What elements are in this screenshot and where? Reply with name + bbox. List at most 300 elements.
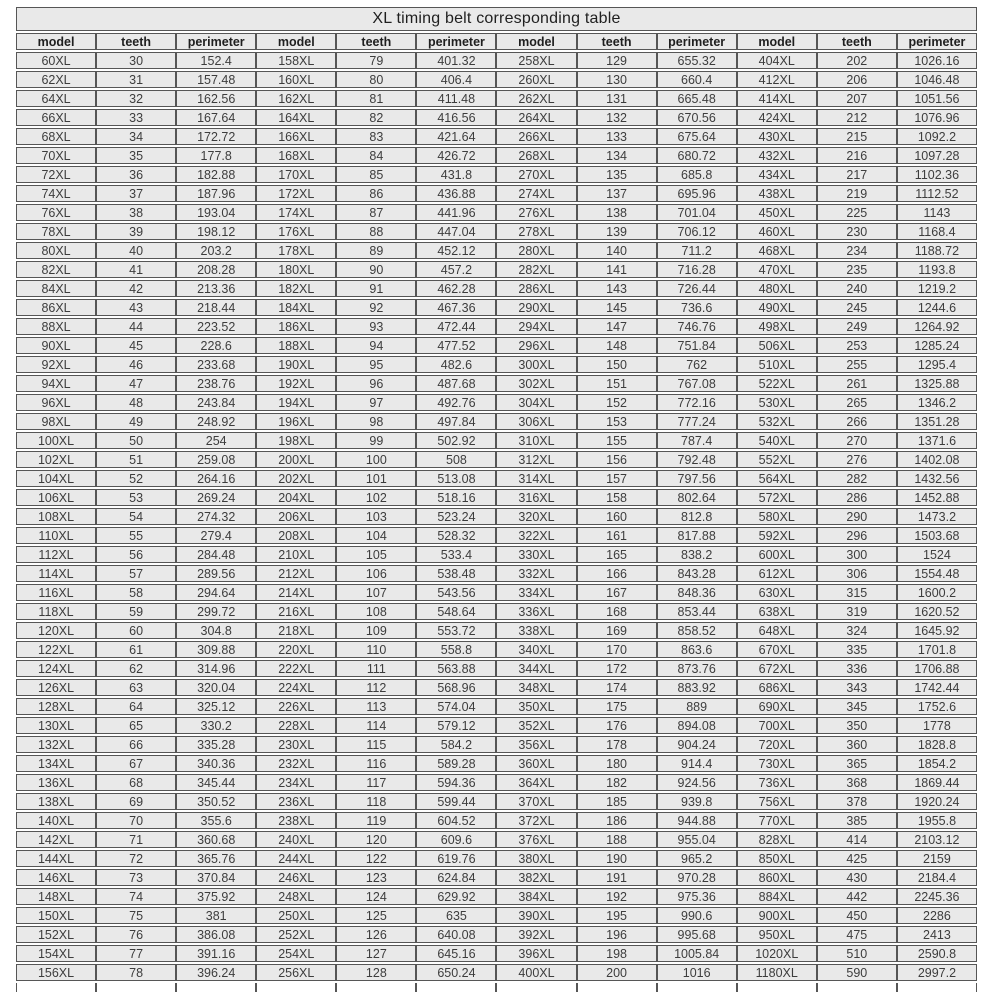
model-cell: 736XL — [737, 774, 817, 791]
teeth-cell: 178 — [577, 736, 657, 753]
column-header-model: model — [16, 33, 96, 50]
perimeter-cell: 543.56 — [416, 584, 496, 601]
perimeter-cell: 254 — [176, 432, 256, 449]
model-cell: 278XL — [496, 223, 576, 240]
perimeter-cell: 2590.8 — [897, 945, 977, 962]
perimeter-cell: 858.52 — [657, 622, 737, 639]
perimeter-cell: 431.8 — [416, 166, 496, 183]
perimeter-cell: 177.8 — [176, 147, 256, 164]
table-row — [16, 774, 977, 791]
teeth-cell: 35 — [96, 147, 176, 164]
model-cell: 322XL — [496, 527, 576, 544]
teeth-cell: 51 — [96, 451, 176, 468]
model-cell: 120XL — [16, 622, 96, 639]
teeth-cell: 306 — [817, 565, 897, 582]
teeth-cell: 151 — [577, 375, 657, 392]
perimeter-cell: 777.24 — [657, 413, 737, 430]
perimeter-cell: 513.08 — [416, 470, 496, 487]
teeth-cell: 30 — [96, 52, 176, 69]
model-cell: 262XL — [496, 90, 576, 107]
empty-cell — [336, 983, 416, 992]
teeth-cell: 161 — [577, 527, 657, 544]
teeth-cell: 143 — [577, 280, 657, 297]
teeth-cell: 126 — [336, 926, 416, 943]
perimeter-cell: 320.04 — [176, 679, 256, 696]
teeth-cell: 57 — [96, 565, 176, 582]
teeth-cell: 191 — [577, 869, 657, 886]
perimeter-cell: 848.36 — [657, 584, 737, 601]
perimeter-cell: 970.28 — [657, 869, 737, 886]
table-row — [16, 432, 977, 449]
teeth-cell: 152 — [577, 394, 657, 411]
perimeter-cell: 812.8 — [657, 508, 737, 525]
teeth-cell: 290 — [817, 508, 897, 525]
perimeter-cell: 558.8 — [416, 641, 496, 658]
perimeter-cell: 1620.52 — [897, 603, 977, 620]
model-cell: 226XL — [256, 698, 336, 715]
table-row — [16, 90, 977, 107]
teeth-cell: 112 — [336, 679, 416, 696]
teeth-cell: 343 — [817, 679, 897, 696]
perimeter-cell: 259.08 — [176, 451, 256, 468]
table-row — [16, 489, 977, 506]
perimeter-cell: 1346.2 — [897, 394, 977, 411]
model-cell: 208XL — [256, 527, 336, 544]
model-cell: 850XL — [737, 850, 817, 867]
model-cell: 286XL — [496, 280, 576, 297]
perimeter-cell: 264.16 — [176, 470, 256, 487]
perimeter-cell: 655.32 — [657, 52, 737, 69]
model-cell: 480XL — [737, 280, 817, 297]
model-cell: 232XL — [256, 755, 336, 772]
teeth-cell: 93 — [336, 318, 416, 335]
model-cell: 352XL — [496, 717, 576, 734]
model-cell: 102XL — [16, 451, 96, 468]
model-cell: 82XL — [16, 261, 96, 278]
model-cell: 224XL — [256, 679, 336, 696]
teeth-cell: 368 — [817, 774, 897, 791]
model-cell: 196XL — [256, 413, 336, 430]
perimeter-cell: 223.52 — [176, 318, 256, 335]
model-cell: 140XL — [16, 812, 96, 829]
teeth-cell: 360 — [817, 736, 897, 753]
model-cell: 460XL — [737, 223, 817, 240]
model-cell: 432XL — [737, 147, 817, 164]
model-cell: 334XL — [496, 584, 576, 601]
model-cell: 424XL — [737, 109, 817, 126]
perimeter-cell: 1076.96 — [897, 109, 977, 126]
teeth-cell: 100 — [336, 451, 416, 468]
teeth-cell: 180 — [577, 755, 657, 772]
perimeter-cell: 162.56 — [176, 90, 256, 107]
model-cell: 274XL — [496, 185, 576, 202]
model-cell: 66XL — [16, 109, 96, 126]
perimeter-cell: 187.96 — [176, 185, 256, 202]
teeth-cell: 315 — [817, 584, 897, 601]
model-cell: 112XL — [16, 546, 96, 563]
perimeter-cell: 1244.6 — [897, 299, 977, 316]
teeth-cell: 56 — [96, 546, 176, 563]
teeth-cell: 160 — [577, 508, 657, 525]
teeth-cell: 324 — [817, 622, 897, 639]
perimeter-cell: 330.2 — [176, 717, 256, 734]
model-cell: 356XL — [496, 736, 576, 753]
model-cell: 828XL — [737, 831, 817, 848]
model-cell: 276XL — [496, 204, 576, 221]
model-cell: 672XL — [737, 660, 817, 677]
teeth-cell: 186 — [577, 812, 657, 829]
teeth-cell: 120 — [336, 831, 416, 848]
perimeter-cell: 1285.24 — [897, 337, 977, 354]
model-cell: 300XL — [496, 356, 576, 373]
teeth-cell: 55 — [96, 527, 176, 544]
perimeter-cell: 1600.2 — [897, 584, 977, 601]
model-cell: 78XL — [16, 223, 96, 240]
model-cell: 204XL — [256, 489, 336, 506]
teeth-cell: 40 — [96, 242, 176, 259]
model-cell: 384XL — [496, 888, 576, 905]
model-cell: 438XL — [737, 185, 817, 202]
teeth-cell: 167 — [577, 584, 657, 601]
model-cell: 128XL — [16, 698, 96, 715]
teeth-cell: 442 — [817, 888, 897, 905]
teeth-cell: 114 — [336, 717, 416, 734]
model-cell: 236XL — [256, 793, 336, 810]
teeth-cell: 140 — [577, 242, 657, 259]
teeth-cell: 70 — [96, 812, 176, 829]
perimeter-cell: 645.16 — [416, 945, 496, 962]
teeth-cell: 85 — [336, 166, 416, 183]
model-cell: 304XL — [496, 394, 576, 411]
teeth-cell: 52 — [96, 470, 176, 487]
model-cell: 450XL — [737, 204, 817, 221]
model-cell: 194XL — [256, 394, 336, 411]
teeth-cell: 135 — [577, 166, 657, 183]
model-cell: 430XL — [737, 128, 817, 145]
model-cell: 90XL — [16, 337, 96, 354]
model-cell: 182XL — [256, 280, 336, 297]
model-cell: 246XL — [256, 869, 336, 886]
table-row — [16, 261, 977, 278]
table-row — [16, 147, 977, 164]
teeth-cell: 73 — [96, 869, 176, 886]
table-row — [16, 964, 977, 981]
teeth-cell: 425 — [817, 850, 897, 867]
teeth-cell: 129 — [577, 52, 657, 69]
model-cell: 230XL — [256, 736, 336, 753]
teeth-cell: 134 — [577, 147, 657, 164]
perimeter-cell: 167.64 — [176, 109, 256, 126]
table-row — [16, 185, 977, 202]
model-cell: 254XL — [256, 945, 336, 962]
teeth-cell: 104 — [336, 527, 416, 544]
model-cell: 164XL — [256, 109, 336, 126]
model-cell: 330XL — [496, 546, 576, 563]
teeth-cell: 158 — [577, 489, 657, 506]
table-row — [16, 717, 977, 734]
perimeter-cell: 436.88 — [416, 185, 496, 202]
perimeter-cell: 955.04 — [657, 831, 737, 848]
teeth-cell: 38 — [96, 204, 176, 221]
teeth-cell: 414 — [817, 831, 897, 848]
teeth-cell: 42 — [96, 280, 176, 297]
model-cell: 60XL — [16, 52, 96, 69]
model-cell: 530XL — [737, 394, 817, 411]
teeth-cell: 97 — [336, 394, 416, 411]
teeth-cell: 47 — [96, 375, 176, 392]
model-cell: 126XL — [16, 679, 96, 696]
teeth-cell: 510 — [817, 945, 897, 962]
perimeter-cell: 746.76 — [657, 318, 737, 335]
model-cell: 144XL — [16, 850, 96, 867]
model-cell: 190XL — [256, 356, 336, 373]
perimeter-cell: 528.32 — [416, 527, 496, 544]
model-cell: 124XL — [16, 660, 96, 677]
teeth-cell: 96 — [336, 375, 416, 392]
perimeter-cell: 1102.36 — [897, 166, 977, 183]
model-cell: 700XL — [737, 717, 817, 734]
model-cell: 332XL — [496, 565, 576, 582]
perimeter-cell: 497.84 — [416, 413, 496, 430]
teeth-cell: 45 — [96, 337, 176, 354]
teeth-cell: 41 — [96, 261, 176, 278]
perimeter-cell: 406.4 — [416, 71, 496, 88]
model-cell: 154XL — [16, 945, 96, 962]
model-cell: 76XL — [16, 204, 96, 221]
perimeter-cell: 1554.48 — [897, 565, 977, 582]
model-cell: 612XL — [737, 565, 817, 582]
perimeter-cell: 218.44 — [176, 299, 256, 316]
perimeter-cell: 2103.12 — [897, 831, 977, 848]
model-cell: 390XL — [496, 907, 576, 924]
perimeter-cell: 767.08 — [657, 375, 737, 392]
teeth-cell: 319 — [817, 603, 897, 620]
teeth-cell: 475 — [817, 926, 897, 943]
teeth-cell: 89 — [336, 242, 416, 259]
model-cell: 186XL — [256, 318, 336, 335]
model-cell: 256XL — [256, 964, 336, 981]
teeth-cell: 34 — [96, 128, 176, 145]
model-cell: 96XL — [16, 394, 96, 411]
teeth-cell: 270 — [817, 432, 897, 449]
model-cell: 506XL — [737, 337, 817, 354]
table-title: XL timing belt corresponding table — [16, 7, 977, 31]
teeth-cell: 245 — [817, 299, 897, 316]
perimeter-cell: 269.24 — [176, 489, 256, 506]
model-cell: 348XL — [496, 679, 576, 696]
perimeter-cell: 563.88 — [416, 660, 496, 677]
teeth-cell: 166 — [577, 565, 657, 582]
perimeter-cell: 1828.8 — [897, 736, 977, 753]
perimeter-cell: 650.24 — [416, 964, 496, 981]
perimeter-cell: 309.88 — [176, 641, 256, 658]
teeth-cell: 174 — [577, 679, 657, 696]
perimeter-cell: 1193.8 — [897, 261, 977, 278]
teeth-cell: 101 — [336, 470, 416, 487]
perimeter-cell: 1046.48 — [897, 71, 977, 88]
perimeter-cell: 873.76 — [657, 660, 737, 677]
perimeter-cell: 381 — [176, 907, 256, 924]
teeth-cell: 54 — [96, 508, 176, 525]
empty-cell — [897, 983, 977, 992]
teeth-cell: 350 — [817, 717, 897, 734]
model-cell: 364XL — [496, 774, 576, 791]
perimeter-cell: 325.12 — [176, 698, 256, 715]
perimeter-cell: 172.72 — [176, 128, 256, 145]
perimeter-cell: 584.2 — [416, 736, 496, 753]
teeth-cell: 345 — [817, 698, 897, 715]
model-cell: 404XL — [737, 52, 817, 69]
perimeter-cell: 1742.44 — [897, 679, 977, 696]
teeth-cell: 450 — [817, 907, 897, 924]
teeth-cell: 65 — [96, 717, 176, 734]
teeth-cell: 64 — [96, 698, 176, 715]
teeth-cell: 123 — [336, 869, 416, 886]
model-cell: 108XL — [16, 508, 96, 525]
perimeter-cell: 1752.6 — [897, 698, 977, 715]
model-cell: 490XL — [737, 299, 817, 316]
table-row — [16, 869, 977, 886]
teeth-cell: 111 — [336, 660, 416, 677]
perimeter-cell: 1402.08 — [897, 451, 977, 468]
perimeter-cell: 360.68 — [176, 831, 256, 848]
teeth-cell: 75 — [96, 907, 176, 924]
model-cell: 470XL — [737, 261, 817, 278]
perimeter-cell: 538.48 — [416, 565, 496, 582]
perimeter-cell: 665.48 — [657, 90, 737, 107]
teeth-cell: 255 — [817, 356, 897, 373]
teeth-cell: 115 — [336, 736, 416, 753]
model-cell: 212XL — [256, 565, 336, 582]
model-cell: 580XL — [737, 508, 817, 525]
teeth-cell: 217 — [817, 166, 897, 183]
model-cell: 94XL — [16, 375, 96, 392]
perimeter-cell: 518.16 — [416, 489, 496, 506]
model-cell: 396XL — [496, 945, 576, 962]
teeth-cell: 63 — [96, 679, 176, 696]
perimeter-cell: 487.68 — [416, 375, 496, 392]
model-cell: 118XL — [16, 603, 96, 620]
model-cell: 160XL — [256, 71, 336, 88]
perimeter-cell: 894.08 — [657, 717, 737, 734]
teeth-cell: 235 — [817, 261, 897, 278]
perimeter-cell: 670.56 — [657, 109, 737, 126]
teeth-cell: 66 — [96, 736, 176, 753]
perimeter-cell: 1264.92 — [897, 318, 977, 335]
perimeter-cell: 411.48 — [416, 90, 496, 107]
perimeter-cell: 2413 — [897, 926, 977, 943]
empty-cell — [416, 983, 496, 992]
perimeter-cell: 995.68 — [657, 926, 737, 943]
table-row — [16, 831, 977, 848]
perimeter-cell: 502.92 — [416, 432, 496, 449]
teeth-cell: 110 — [336, 641, 416, 658]
perimeter-cell: 629.92 — [416, 888, 496, 905]
model-cell: 392XL — [496, 926, 576, 943]
perimeter-cell: 1473.2 — [897, 508, 977, 525]
teeth-cell: 91 — [336, 280, 416, 297]
teeth-cell: 53 — [96, 489, 176, 506]
perimeter-cell: 594.36 — [416, 774, 496, 791]
teeth-cell: 94 — [336, 337, 416, 354]
teeth-cell: 72 — [96, 850, 176, 867]
perimeter-cell: 248.92 — [176, 413, 256, 430]
perimeter-cell: 1955.8 — [897, 812, 977, 829]
perimeter-cell: 533.4 — [416, 546, 496, 563]
perimeter-cell: 635 — [416, 907, 496, 924]
model-cell: 122XL — [16, 641, 96, 658]
teeth-cell: 103 — [336, 508, 416, 525]
perimeter-cell: 1188.72 — [897, 242, 977, 259]
table-row — [16, 527, 977, 544]
perimeter-cell: 452.12 — [416, 242, 496, 259]
model-cell: 414XL — [737, 90, 817, 107]
perimeter-cell: 685.8 — [657, 166, 737, 183]
model-cell: 312XL — [496, 451, 576, 468]
model-cell: 68XL — [16, 128, 96, 145]
model-cell: 884XL — [737, 888, 817, 905]
model-cell: 86XL — [16, 299, 96, 316]
model-cell: 268XL — [496, 147, 576, 164]
teeth-cell: 88 — [336, 223, 416, 240]
perimeter-cell: 350.52 — [176, 793, 256, 810]
teeth-cell: 296 — [817, 527, 897, 544]
table-row — [16, 736, 977, 753]
perimeter-cell: 426.72 — [416, 147, 496, 164]
teeth-cell: 116 — [336, 755, 416, 772]
teeth-cell: 106 — [336, 565, 416, 582]
teeth-cell: 276 — [817, 451, 897, 468]
teeth-cell: 261 — [817, 375, 897, 392]
teeth-cell: 98 — [336, 413, 416, 430]
perimeter-cell: 843.28 — [657, 565, 737, 582]
teeth-cell: 58 — [96, 584, 176, 601]
table-row — [16, 375, 977, 392]
teeth-cell: 105 — [336, 546, 416, 563]
perimeter-cell: 2184.4 — [897, 869, 977, 886]
teeth-cell: 76 — [96, 926, 176, 943]
teeth-cell: 39 — [96, 223, 176, 240]
model-cell: 176XL — [256, 223, 336, 240]
perimeter-cell: 314.96 — [176, 660, 256, 677]
perimeter-cell: 736.6 — [657, 299, 737, 316]
teeth-cell: 50 — [96, 432, 176, 449]
model-cell: 306XL — [496, 413, 576, 430]
model-cell: 240XL — [256, 831, 336, 848]
perimeter-cell: 457.2 — [416, 261, 496, 278]
column-header-perimeter: perimeter — [176, 33, 256, 50]
teeth-cell: 79 — [336, 52, 416, 69]
teeth-cell: 148 — [577, 337, 657, 354]
model-cell: 206XL — [256, 508, 336, 525]
teeth-cell: 385 — [817, 812, 897, 829]
model-cell: 172XL — [256, 185, 336, 202]
perimeter-cell: 990.6 — [657, 907, 737, 924]
model-cell: 152XL — [16, 926, 96, 943]
model-cell: 290XL — [496, 299, 576, 316]
model-cell: 202XL — [256, 470, 336, 487]
table-row — [16, 413, 977, 430]
title-row — [16, 7, 977, 31]
perimeter-cell: 924.56 — [657, 774, 737, 791]
perimeter-cell: 2286 — [897, 907, 977, 924]
model-cell: 228XL — [256, 717, 336, 734]
model-cell: 62XL — [16, 71, 96, 88]
model-cell: 84XL — [16, 280, 96, 297]
model-cell: 670XL — [737, 641, 817, 658]
teeth-cell: 216 — [817, 147, 897, 164]
table-row — [16, 470, 977, 487]
